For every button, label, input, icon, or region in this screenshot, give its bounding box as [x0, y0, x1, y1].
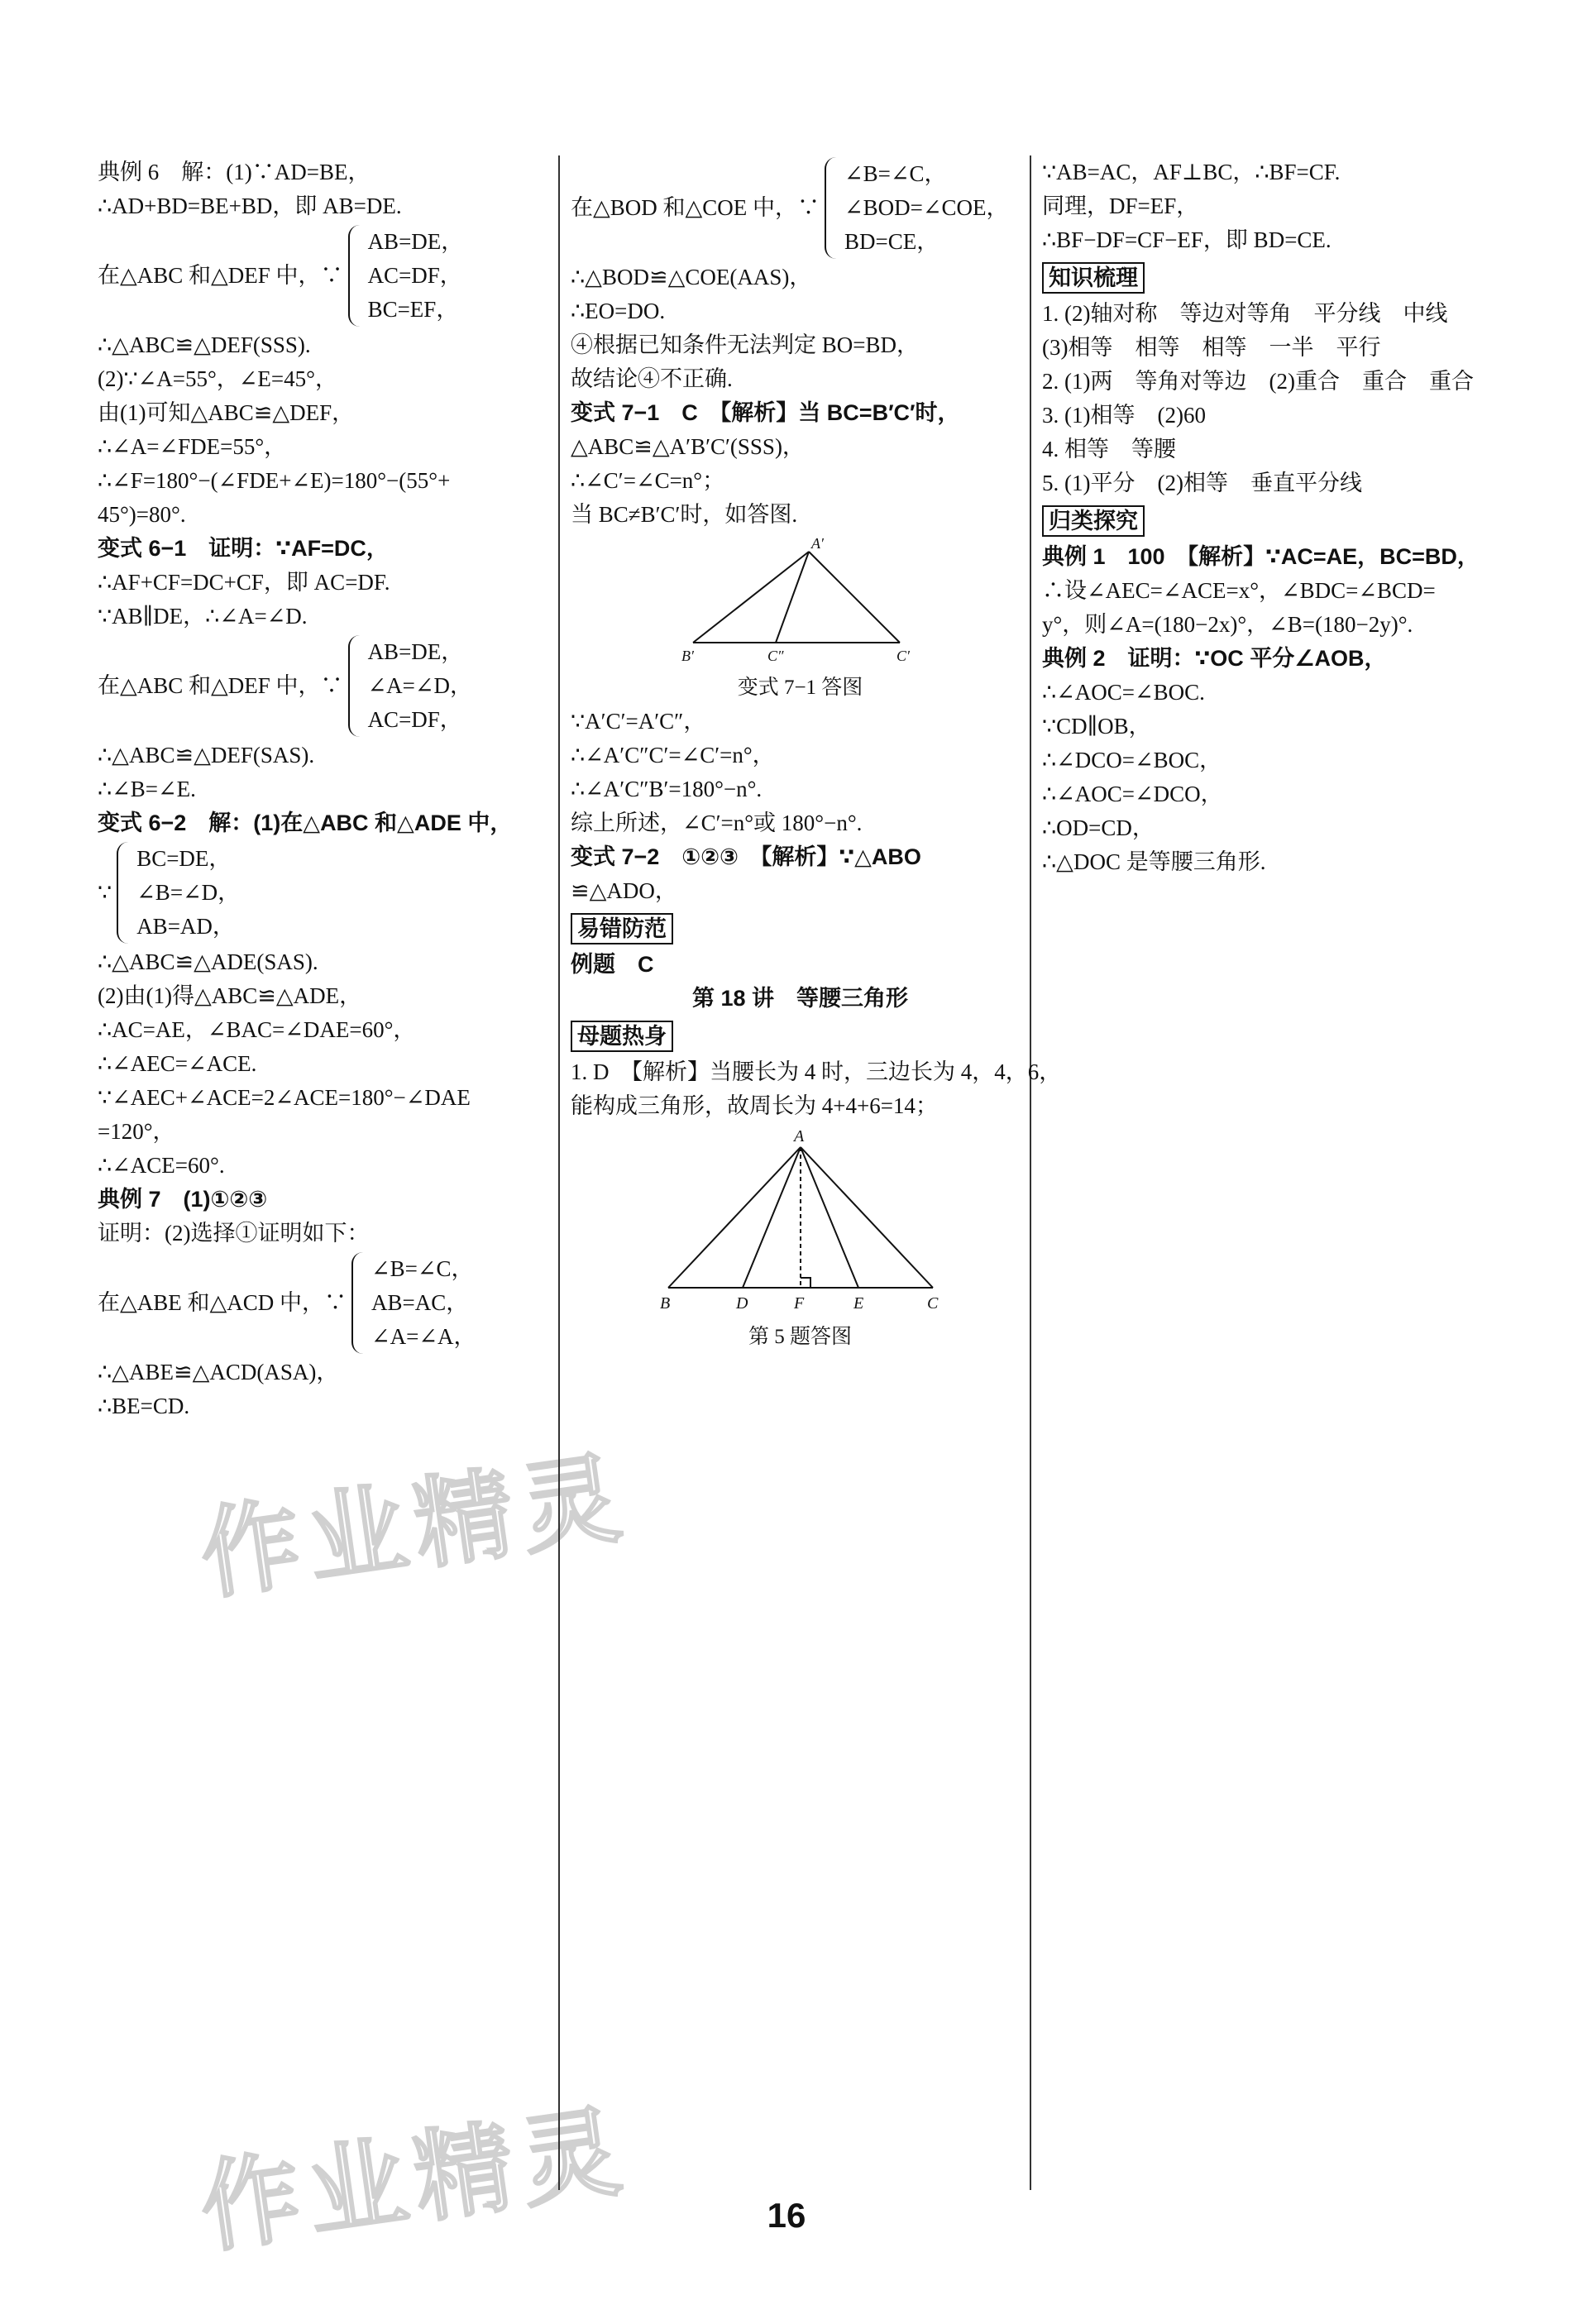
section-tag: 母题热身 [571, 1021, 673, 1052]
text-line: ∵AB∥DE，∴∠A=∠D. [98, 604, 308, 629]
text-line: ∵A′C′=A′C″， [571, 709, 706, 734]
text-line: ∴EO=DO. [571, 299, 666, 323]
text-line: 例题 C [571, 952, 654, 977]
system-prefix: 在△ABC 和△DEF 中，∵ [98, 263, 343, 288]
text-line: ∴∠C′=∠C=n°； [571, 468, 725, 493]
text-line: ∴∠A′C″C′=∠C′=n°， [571, 743, 775, 767]
system-prefix: 在△BOD 和△COE 中，∵ [571, 195, 820, 220]
point-label: B′ [681, 648, 694, 664]
text-line: 当 BC≠B′C′时，如答图. [571, 502, 798, 527]
text-line: △ABC≌△A′B′C′(SSS)， [571, 434, 805, 459]
text-line: 由(1)可知△ABC≌△DEF， [98, 400, 355, 425]
section-tag: 归类探究 [1042, 505, 1145, 537]
point-label: B [659, 1294, 670, 1313]
watermark: 作业精灵 [194, 2093, 636, 2268]
text-line: ∴BF−DF=CF−EF，即 BD=CE. [1042, 227, 1332, 252]
point-label: A′ [810, 535, 824, 552]
equation-system [98, 842, 552, 944]
equation-system [98, 1252, 552, 1354]
text-line: ∴∠AEC=∠ACE. [98, 1051, 257, 1076]
system-prefix: 在△ABE 和△ACD 中，∵ [98, 1290, 347, 1315]
brace-icon [348, 635, 361, 737]
text-line: ∴∠A′C″B′=180°−n°. [571, 777, 763, 801]
text-line: ∴∠DCO=∠BOC， [1042, 748, 1222, 772]
column-divider [1030, 155, 1031, 2190]
text-line: ∴△ABC≌△DEF(SAS). [98, 743, 315, 767]
text-line: ∴△ABC≌△ADE(SAS). [98, 949, 318, 974]
text-line: ∴AC=AE，∠BAC=∠DAE=60°， [98, 1017, 416, 1042]
system-line: AB=AD， [136, 914, 235, 939]
text-line: ∴∠A=∠FDE=55°， [98, 434, 287, 459]
text-line: ∴∠F=180°−(∠FDE+∠E)=180°−(55°+ [98, 468, 451, 493]
text-line: ≌△ADO， [571, 878, 677, 903]
point-label: D [735, 1294, 748, 1313]
text-line: ∵CD∥OB， [1042, 714, 1151, 739]
section-tag: 知识梳理 [1042, 262, 1145, 294]
system-line: BC=DE， [136, 846, 232, 871]
text-line: ∴∠ACE=60°. [98, 1153, 225, 1178]
text-line: 变式 7−2 ①②③ 【解析】∵△ABO [571, 844, 921, 869]
page-number: 16 [767, 2196, 806, 2235]
text-line: 典例 2 证明：∵OC 平分∠AOB， [1042, 646, 1387, 671]
text-line: 故结论④不正确. [571, 366, 733, 391]
system-line: ∠BOD=∠COE， [844, 195, 1009, 220]
text-line: ④根据已知条件无法判定 BO=BD， [571, 332, 919, 357]
text-line: y°，则∠A=(180−2x)°，∠B=(180−2y)°. [1042, 612, 1413, 637]
system-line: AC=DF， [367, 707, 462, 732]
triangle-figure-5 [652, 1126, 949, 1317]
text-line: ∴∠AOC=∠DCO， [1042, 782, 1223, 806]
system-line: AC=DF， [367, 263, 462, 288]
column-1 [98, 155, 552, 1423]
brace-icon [351, 1252, 365, 1354]
text-line: 同理，DF=EF， [1042, 194, 1199, 218]
point-label: F [793, 1294, 804, 1313]
system-line: BC=EF， [367, 297, 459, 322]
lesson-heading: 第 18 讲 等腰三角形 [691, 986, 909, 1011]
figure-caption: 变式 7−1 答图 [737, 677, 863, 699]
equation-system [98, 635, 552, 737]
column-3 [1042, 155, 1505, 879]
section-tag: 易错防范 [571, 913, 673, 944]
text-line: 变式 6−1 证明：∵AF=DC， [98, 536, 389, 561]
text-line: 1. D 【解析】当腰长为 4 时，三边长为 4，4，6， [571, 1059, 1062, 1084]
text-line: =120°， [98, 1119, 175, 1144]
brace-icon [825, 157, 838, 259]
system-line: ∠B=∠C， [371, 1256, 474, 1281]
system-line: ∠B=∠D， [136, 880, 241, 905]
triangle-figure-7-1 [677, 535, 925, 667]
text-line: 能构成三角形，故周长为 4+4+6=14； [571, 1093, 938, 1118]
brace-icon [117, 842, 130, 944]
text-line: 5. (1)平分 (2)相等 垂直平分线 [1042, 471, 1362, 495]
system-line: ∠A=∠A， [371, 1324, 476, 1349]
text-line: 证明：(2)选择①证明如下： [98, 1221, 370, 1246]
text-line: 典例 1 100 【解析】∵AC=AE，BC=BD， [1042, 544, 1480, 569]
text-line: 综上所述，∠C′=n°或 180°−n°. [571, 811, 863, 835]
text-line: ∴∠B=∠E. [98, 777, 196, 801]
text-line: ∴BE=CD. [98, 1394, 190, 1418]
text-line: 典例 6 解：(1)∵AD=BE， [98, 160, 371, 184]
text-line: ∴∠AOC=∠BOC. [1042, 680, 1205, 705]
text-line: 1. (2)轴对称 等边对等角 平分线 中线 [1042, 301, 1448, 326]
text-line: 2. (1)两 等角对等边 (2)重合 重合 重合 [1042, 369, 1474, 394]
column-2 [571, 155, 1062, 1354]
text-line: ∴AD+BD=BE+BD，即 AB=DE. [98, 194, 402, 218]
system-line: AB=DE， [367, 229, 464, 254]
text-line: (2)由(1)得△ABC≌△ADE， [98, 983, 362, 1008]
system-line: BD=CE， [844, 229, 939, 254]
text-line: 变式 6−2 解：(1)在△ABC 和△ADE 中， [98, 811, 513, 835]
system-line: ∠A=∠D， [367, 673, 473, 698]
watermark: 作业精灵 [194, 1440, 636, 1614]
point-label: C [926, 1294, 938, 1313]
text-line: ∴AF+CF=DC+CF，即 AC=DF. [98, 570, 390, 595]
system-line: AB=AC， [371, 1290, 469, 1315]
text-line: ∴设∠AEC=∠ACE=x°，∠BDC=∠BCD= [1042, 578, 1436, 603]
text-line: ∴OD=CD， [1042, 815, 1155, 840]
text-line: ∴△BOD≌△COE(AAS)， [571, 265, 812, 289]
system-line: ∠B=∠C， [844, 161, 947, 186]
point-label: A [793, 1127, 804, 1145]
text-line: 变式 7−1 C 【解析】当 BC=B′C′时， [571, 400, 960, 425]
system-line: AB=DE， [367, 639, 464, 664]
text-line: ∵∠AEC+∠ACE=2∠ACE=180°−∠DAE [98, 1085, 471, 1110]
text-line: (2)∵∠A=55°，∠E=45°， [98, 366, 337, 391]
text-line: ∴△DOC 是等腰三角形. [1042, 849, 1266, 874]
text-line: 典例 7 (1)①②③ [98, 1187, 268, 1212]
equation-system [98, 225, 552, 327]
equation-system [571, 157, 1030, 259]
system-prefix: 在△ABC 和△DEF 中，∵ [98, 673, 343, 698]
system-prefix: ∵ [98, 880, 112, 905]
text-line: ∴△ABE≌△ACD(ASA)， [98, 1360, 339, 1384]
text-line: ∴△ABC≌△DEF(SSS). [98, 332, 311, 357]
text-line: 4. 相等 等腰 [1042, 437, 1176, 461]
point-label: E [853, 1294, 863, 1313]
figure-caption: 第 5 题答图 [748, 1326, 852, 1348]
text-line: 45°)=80°. [98, 502, 186, 527]
text-line: 3. (1)相等 (2)60 [1042, 403, 1206, 428]
column-divider [558, 155, 560, 2190]
text-line: (3)相等 相等 相等 一半 平行 [1042, 335, 1381, 360]
point-label: C″ [767, 648, 784, 664]
text-line: ∵AB=AC，AF⊥BC，∴BF=CF. [1042, 160, 1341, 184]
brace-icon [348, 225, 361, 327]
point-label: C′ [896, 648, 910, 664]
